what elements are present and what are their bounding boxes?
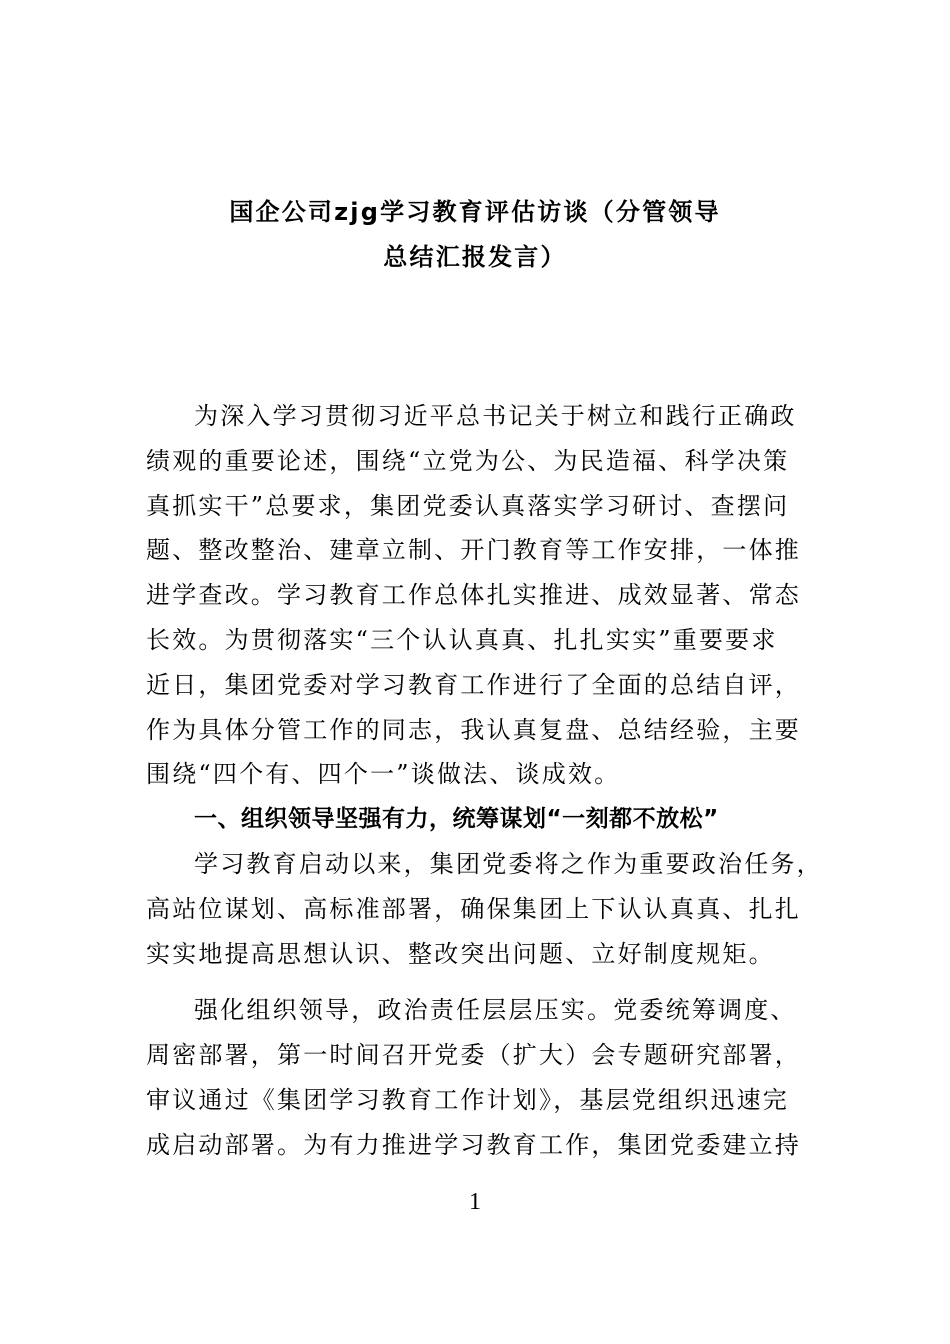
text-line: 近日，集团党委对学习教育工作进行了全面的总结自评， — [146, 670, 801, 699]
text-line: 作为具体分管工作的同志，我认真复盘、总结经验，主要 — [146, 715, 801, 744]
title-line-2: 总结汇报发言） — [383, 242, 567, 271]
text-line: 真抓实干”总要求，集团党委认真落实学习研讨、查摆问 — [146, 491, 790, 520]
text-line: 围绕“四个有、四个一”谈做法、谈成效。 — [146, 760, 621, 789]
text-line: 学习教育启动以来，集团党委将之作为重要政治任务， — [194, 849, 823, 878]
text-line: 为深入学习贯彻习近平总书记关于树立和践行正确政 — [194, 402, 797, 430]
text-line: 周密部署，第一时间召开党委（扩大）会专题研究部署， — [146, 1041, 801, 1070]
text-line: 审议通过《集团学习教育工作计划》，基层党组织迅速完 — [146, 1085, 789, 1114]
paragraph-organization — [146, 988, 810, 1167]
document-title — [140, 190, 810, 280]
text-line: 实实地提高思想认识、整改突出问题、立好制度规矩。 — [146, 939, 775, 968]
text-line: 长效。为贯彻落实“三个认认真真、扎扎实实”重要要求 — [146, 625, 778, 654]
document-body — [146, 394, 823, 1168]
text-line: 成启动部署。为有力推进学习教育工作，集团党委建立持 — [146, 1130, 801, 1159]
paragraph-section-1-intro — [146, 842, 823, 976]
page-number: 1 — [469, 1189, 481, 1215]
paragraph-intro — [146, 394, 810, 797]
title-line-1: 国企公司zjg学习教育评估访谈（分管领导 — [229, 198, 721, 226]
text-line: 强化组织领导，政治责任层层压实。党委统筹调度、 — [194, 996, 797, 1025]
text-line: 进学查改。学习教育工作总体扎实推进、成效显著、常态 — [146, 581, 801, 610]
paragraph-gap — [146, 976, 810, 988]
section-heading-1: 一、组织领导坚强有力，统筹谋划“一刻都不放松” — [194, 806, 719, 833]
text-line: 题、整改整治、建章立制、开门教育等工作安排，一体推 — [146, 536, 801, 565]
text-line: 高站位谋划、高标准部署，确保集团上下认认真真、扎扎 — [146, 894, 801, 923]
text-line: 绩观的重要论述，围绕“立党为公、为民造福、科学决策 — [146, 446, 790, 475]
